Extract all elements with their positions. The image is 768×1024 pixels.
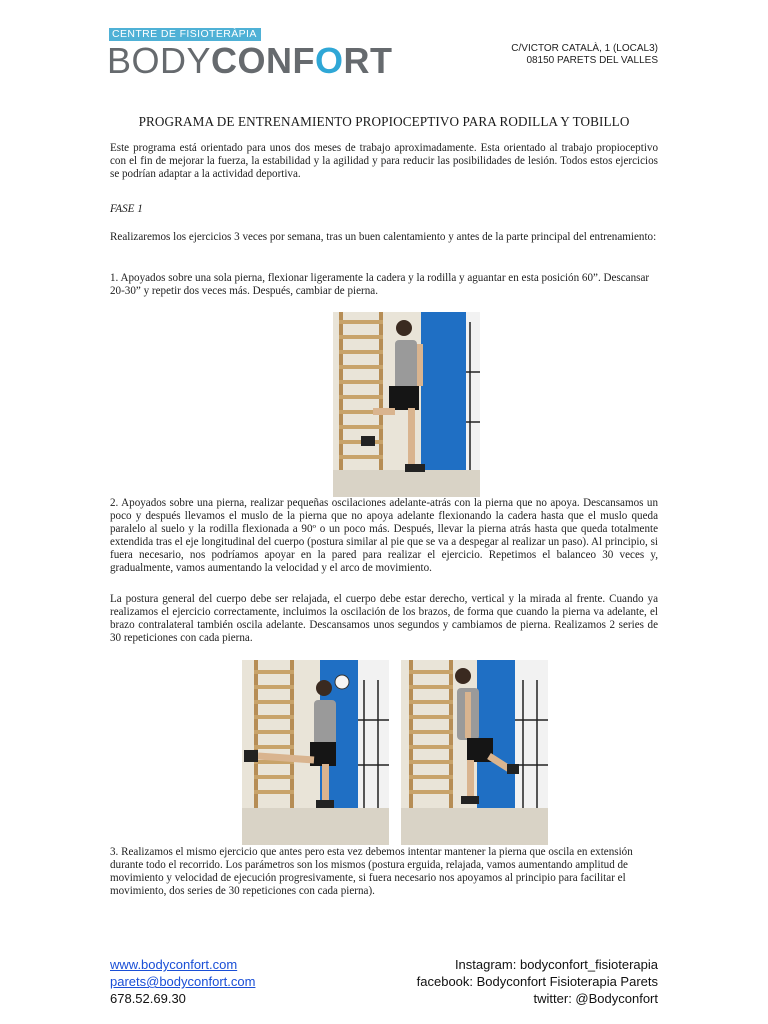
logo-wordmark [107,42,393,80]
address-line-2: 08150 PARETS DEL VALLES [526,55,658,66]
exercise-2-text: 2. Apoyados sobre una pierna, realizar pequeñas oscilaciones adelante-atrás con la pierna que no apoya. Descansamos un poco y después llevamos el muslo de la pierna que no apoya adelante flexionando la cadera hasta que el muslo queda paralelo al suelo y la rodilla flexionada a 90º o un poco más. Después, llevar la pierna atrás hasta que queda totalmente extendida tras el eje longitudinal del cuerpo (postura similar al pie que se va a despegar al realizar un paso). Al principio, si fuera necesario, nos podríamos apoyar en la pared para realizar el ejercicio. Repetimos el balanceo 30 veces y, gradualmente, vamos aumentando la velocidad y el arco de movimiento. [110,497,658,574]
instagram-handle: Instagram: bodyconfort_fisioterapia [454,957,658,972]
facebook-handle: facebook: Bodyconfort Fisioterapia Parets [416,974,658,989]
logo-word-light: BODY [107,40,212,81]
address-line-1: C/VICTOR CATALÀ, 1 (LOCAL3) [511,43,658,54]
logo-accent-letter: O [315,40,344,81]
logo-word-bold-1: CONF [211,40,316,81]
clinic-address [511,43,658,67]
logo-word-bold-2: RT [343,40,393,81]
exercise-1-text: 1. Apoyados sobre una sola pierna, flexionar ligeramente la cadera y la rodilla y aguantar en esta posición 60”. Descansar 20-30” y repetir dos veces más. Después, cambiar de pierna. [110,272,650,297]
exercise-2-photo-back-swing [401,660,548,845]
exercise-1-photo [333,312,480,497]
exercise-2-posture-text: La postura general del cuerpo debe ser relajada, el cuerpo debe estar derecho, vertical y la mirada al frente. Cuando ya realizamos el ejercicio correctamente, incluimos la oscilación de los brazos, de forma que cuando la pierna va adelante, el brazo contralateral también oscila adelante. Descansamos unos segundos y cambiamos de pierna. Realizamos 2 series de 30 repeticiones con cada pierna. [110,593,658,644]
phone-number: 678.52.69.30 [110,991,186,1006]
footer-contact [110,956,255,1007]
logo-tagline: CENTRE DE FISIOTERÀPIA [109,28,261,41]
footer-social [417,956,658,1007]
document-title: PROGRAMA DE ENTRENAMIENTO PROPIOCEPTIVO PARA RODILLA Y TOBILLO [138,114,630,129]
website-link[interactable]: www.bodyconfort.com [110,957,238,972]
brand-logo [107,28,393,81]
schedule-paragraph: Realizaremos los ejercicios 3 veces por semana, tras un buen calentamiento y antes de la parte principal del entrenamiento: [110,231,657,243]
twitter-handle: twitter: @Bodyconfort [533,991,658,1006]
email-link[interactable]: parets@bodyconfort.com [110,974,256,989]
exercise-3-text: 3. Realizamos el mismo ejercicio que antes pero esta vez debemos intentar mantener la pierna que oscila en extensión durante todo el recorrido. Los parámetros son los mismos (postura erguida, relajada, vamos aumentando amplitud de movimiento y velocidad de ejecución progresivamente, si fuera necesario nos apoyamos al principio para facilitar el movimiento, dos series de 30 repeticiones con cada pierna). [110,846,633,897]
phase-heading: FASE 1 [110,203,143,215]
exercise-2-photo-front-swing [242,660,389,845]
intro-paragraph: Este programa está orientado para unos dos meses de trabajo aproximadamente. Esta orientado al trabajo propioceptivo con el fin de mejorar la fuerza, la estabilidad y la agilidad y para reducir las posibilidades de lesión. Todos estos ejercicios se podrían adaptar a la actividad deportiva. [110,142,658,180]
